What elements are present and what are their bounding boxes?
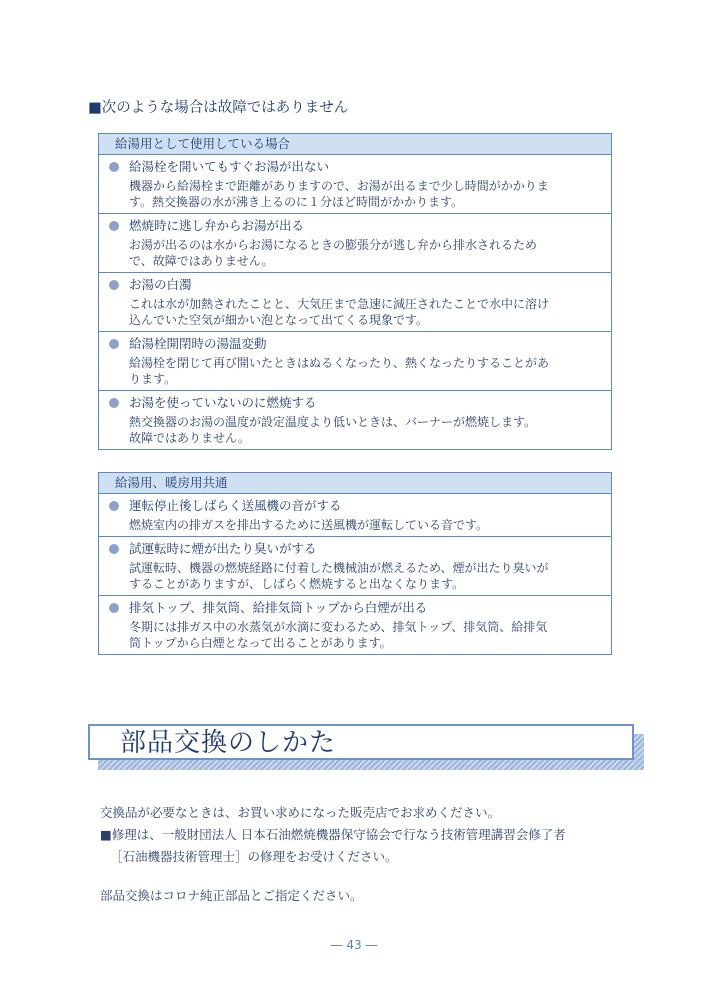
list-item (99, 214, 611, 273)
item-description (99, 559, 611, 595)
item-title-text: 給湯栓を開いてもすぐお湯が出ない (129, 159, 330, 174)
item-list (99, 155, 611, 449)
parts-title: 部品交換のしかた (120, 728, 337, 758)
box-header: 給湯用、暖房用共通 (99, 473, 611, 494)
parts-line-1: 交換品が必要なときは、お買い求めになった販売店でお求めください。 (100, 805, 501, 820)
box-hot-water-use (98, 133, 612, 450)
item-description (99, 295, 611, 331)
item-title (99, 494, 611, 516)
list-item (99, 537, 611, 596)
bullet-icon (109, 280, 119, 290)
description-line: 熱交換器のお湯の温度が設定温度より低いときは、バーナーが燃焼します。 (129, 415, 537, 429)
section-heading (88, 96, 348, 117)
description-line: 機器から給湯栓まで距離がありますので、お湯が出るまで少し時間がかかりま (129, 179, 549, 193)
parts-line-3: ［石油機器技術管理士］の修理をお受けください。 (110, 849, 398, 864)
item-title-text: 運転停止後しばらく送風機の音がする (129, 498, 342, 513)
parts-line-4: 部品交換はコロナ純正部品とご指定ください。 (100, 888, 363, 903)
box-common-use (98, 472, 612, 655)
banner-box (88, 724, 634, 760)
item-title-text: 燃焼時に逃し弁からお湯が出る (129, 218, 305, 233)
list-item (99, 273, 611, 332)
bullet-icon (109, 221, 119, 231)
description-line: す。熱交換器の水が沸き上るのに１分ほど時間がかかります。 (129, 195, 464, 209)
description-line: ります。 (129, 372, 177, 386)
item-list (99, 494, 611, 654)
bullet-icon (109, 162, 119, 172)
bullet-icon (109, 603, 119, 613)
page-number: ― 43 ― (330, 938, 378, 952)
description-line: 給湯栓を閉じて再び開いたときはぬるくなったり、熱くなったりすることがあ (129, 356, 550, 370)
description-line: 故障ではありません。 (129, 431, 250, 445)
bullet-icon (109, 501, 119, 511)
item-title (99, 332, 611, 354)
description-line: 燃焼室内の排ガスを排出するために送風機が運転している音です。 (129, 518, 489, 532)
item-description (99, 236, 611, 272)
description-line: 試運転時、機器の燃焼経路に付着した機械油が燃えるため、煙が出たり臭いが (129, 561, 549, 575)
item-title (99, 214, 611, 236)
item-title-text: お湯を使っていないのに燃焼する (129, 395, 317, 410)
item-title-text: 試運転時に煙が出たり臭いがする (129, 541, 317, 556)
item-description (99, 354, 611, 390)
item-title-text: お湯の白濁 (129, 277, 192, 292)
item-title (99, 391, 611, 413)
item-title-text: 給湯栓開閉時の湯温変動 (129, 336, 267, 351)
bullet-icon (109, 398, 119, 408)
description-line: 込んでいた空気が細かい泡となって出てくる現象です。 (129, 313, 429, 327)
list-item (99, 494, 611, 537)
parts-title-banner (88, 724, 644, 772)
parts-line-2: ■修理は、一般財団法人 日本石油燃焼機器保守協会で行なう技術管理講習会修了者 (100, 827, 566, 842)
item-description (99, 177, 611, 213)
description-line: することがありますが、しばらく燃焼すると出なくなります。 (129, 577, 465, 591)
item-description (99, 413, 611, 449)
description-line: で、故障ではありません。 (129, 254, 274, 268)
list-item (99, 155, 611, 214)
list-item (99, 391, 611, 449)
box-header: 給湯用として使用している場合 (99, 134, 611, 155)
bullet-icon (109, 339, 119, 349)
list-item (99, 596, 611, 654)
description-line: 筒トップから白煙となって出ることがあります。 (129, 636, 392, 650)
item-title-text: 排気トップ、排気筒、給排気筒トップから白煙が出る (129, 600, 428, 615)
description-line: お湯が出るのは水からお湯になるときの膨張分が逃し弁から排水されるため (129, 238, 538, 252)
bullet-icon (109, 544, 119, 554)
list-item (99, 332, 611, 391)
item-title (99, 273, 611, 295)
item-title (99, 155, 611, 177)
item-description (99, 618, 611, 654)
item-description (99, 516, 611, 536)
heading-text: ■次のような場合は故障ではありません (88, 100, 349, 116)
item-title (99, 596, 611, 618)
description-line: これは水が加熱されたことと、大気圧まで急速に減圧されたことで水中に溶け (129, 297, 550, 311)
item-title (99, 537, 611, 559)
description-line: 冬期には排ガス中の水蒸気が水滴に変わるため、排気トップ、排気筒、給排気 (129, 620, 548, 634)
